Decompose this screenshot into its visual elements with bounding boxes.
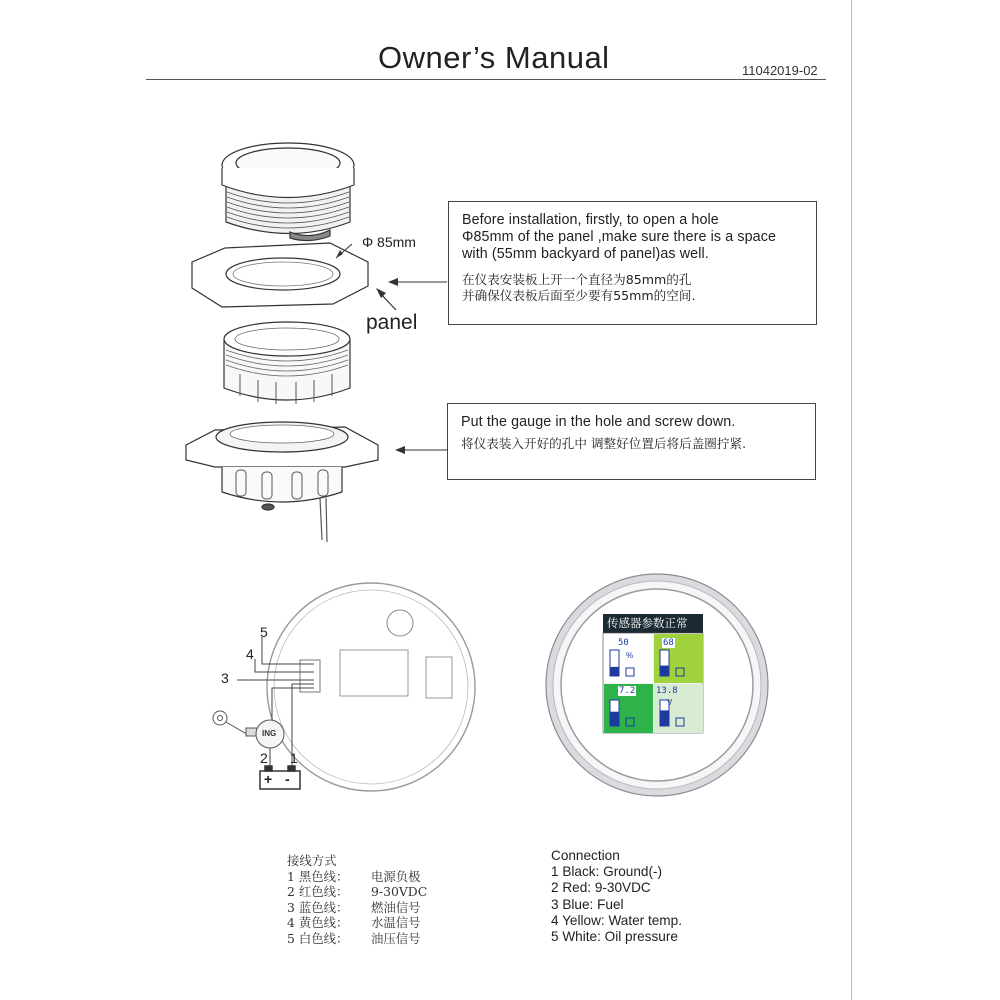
connection-row: 3 Blue: Fuel [551, 896, 624, 912]
step1-en-line: with (55mm backyard of panel)as well. [462, 246, 709, 262]
wire-function: 水温信号 [371, 915, 421, 930]
wire-function: 燃油信号 [371, 899, 421, 915]
gauge-back-view [267, 583, 475, 791]
wire-color: 1 黑色线： [287, 868, 349, 884]
pin-number-3: 3 [221, 670, 229, 686]
document-number: 11042019-02 [742, 63, 818, 78]
wire-function: 油压信号 [371, 930, 421, 946]
wire-function: 电源负极 [371, 868, 421, 884]
tile-volt-value: 13.8 [656, 686, 678, 696]
tile-volt-level-fill [660, 710, 669, 726]
connection-row [287, 884, 427, 900]
installation-step2-callout [447, 403, 816, 480]
tile-oil-level-fill [610, 712, 619, 726]
wire-color: 3 蓝色线： [287, 899, 349, 915]
leader-arrowhead [376, 288, 386, 298]
gauge-body-exploded [222, 143, 354, 241]
connection-heading-en: Connection [551, 848, 620, 863]
connection-row: 5 White: Oil pressure [551, 929, 678, 945]
connection-list-english [551, 848, 682, 945]
step1-zh-line: 并确保仪表板后面至少要有55mm的空间. [462, 288, 696, 303]
pin-number-4: 4 [246, 646, 254, 662]
step1-zh-line: 在仪表安装板上开一个直径为85mm的孔 [462, 272, 692, 287]
battery-minus-label: - [285, 771, 290, 787]
step1-en-line: Φ85mm of the panel ,make sure there is a space [462, 229, 777, 245]
connection-row: 1 Black: Ground(-) [551, 864, 663, 880]
connection-row [287, 931, 427, 947]
battery-plus-label: + [264, 771, 273, 787]
gauge-assembled [186, 422, 378, 542]
wire-color: 2 红色线： [287, 884, 349, 899]
hole-diameter-label: Φ 85mm [362, 234, 416, 250]
connection-list-chinese [287, 853, 427, 946]
tile-fuel-level-fill [610, 667, 619, 676]
page-title: Owner’s Manual [378, 40, 610, 75]
tile-water-value: 68 [663, 638, 674, 648]
connection-row [287, 900, 427, 916]
tile-volt-unit: V [667, 698, 673, 707]
step1-en-line: Before installation, firstly, to open a hole [462, 212, 719, 228]
connection-row: 4 Yellow: Water temp. [551, 912, 682, 928]
step2-en-line: Put the gauge in the hole and screw down. [461, 414, 736, 430]
panel-label: panel [366, 311, 418, 334]
connection-row [287, 915, 427, 931]
wire-function: 9-30VDC [371, 884, 428, 899]
ignition-label: ING [262, 729, 277, 738]
lock-ring [224, 322, 350, 404]
tile-fuel-value: 50 [618, 638, 629, 648]
tile-oil-value: 7.2 [619, 686, 636, 696]
pin-number-5: 5 [260, 624, 268, 640]
wire-color: 5 白色线： [287, 930, 349, 946]
display-status-text: 传感器参数正常 [607, 616, 688, 630]
tile-water-level-fill [660, 666, 669, 676]
wire-color: 4 黄色线： [287, 915, 349, 930]
arrowhead [395, 446, 405, 454]
connection-row: 2 Red: 9-30VDC [551, 880, 651, 896]
tile-fuel-unit: % [626, 651, 634, 660]
installation-step1-callout [448, 201, 817, 325]
arrowhead [388, 278, 398, 286]
step2-zh-line: 将仪表装入开好的孔中 调整好位置后将后盖圈拧紧. [461, 436, 747, 451]
pin-number-2: 2 [260, 750, 268, 766]
connection-heading-cn: 接线方式 [287, 853, 337, 868]
pin-number-1: 1 [290, 750, 298, 766]
connection-row [287, 869, 427, 885]
